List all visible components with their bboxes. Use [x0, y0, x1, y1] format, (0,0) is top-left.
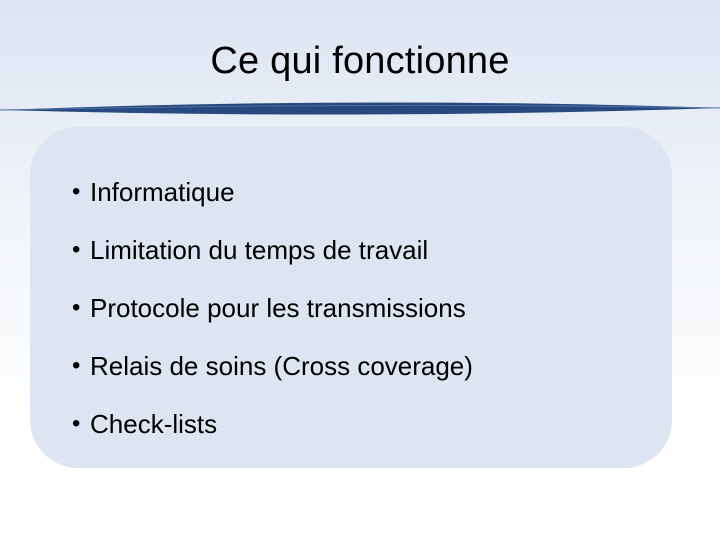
list-item-label: Informatique — [90, 177, 235, 207]
title-underline — [0, 96, 720, 126]
list-item-label: Limitation du temps de travail — [90, 235, 429, 265]
list-item-label: Protocole pour les transmissions — [90, 293, 466, 323]
list-item — [72, 172, 473, 230]
list-item — [72, 404, 473, 462]
list-item-label: Check-lists — [90, 409, 218, 439]
slide-title: Ce qui fonctionne — [210, 40, 510, 82]
bullet-list — [72, 172, 473, 462]
bullet-icon: • — [72, 294, 81, 321]
list-item-label: Relais de soins (Cross coverage) — [90, 351, 473, 381]
bullet-icon: • — [72, 352, 81, 379]
bullet-icon: • — [72, 178, 81, 205]
bullet-icon: • — [72, 236, 81, 263]
bullet-icon: • — [72, 410, 81, 437]
list-item — [72, 230, 473, 288]
list-item — [72, 288, 473, 346]
list-item — [72, 346, 473, 404]
